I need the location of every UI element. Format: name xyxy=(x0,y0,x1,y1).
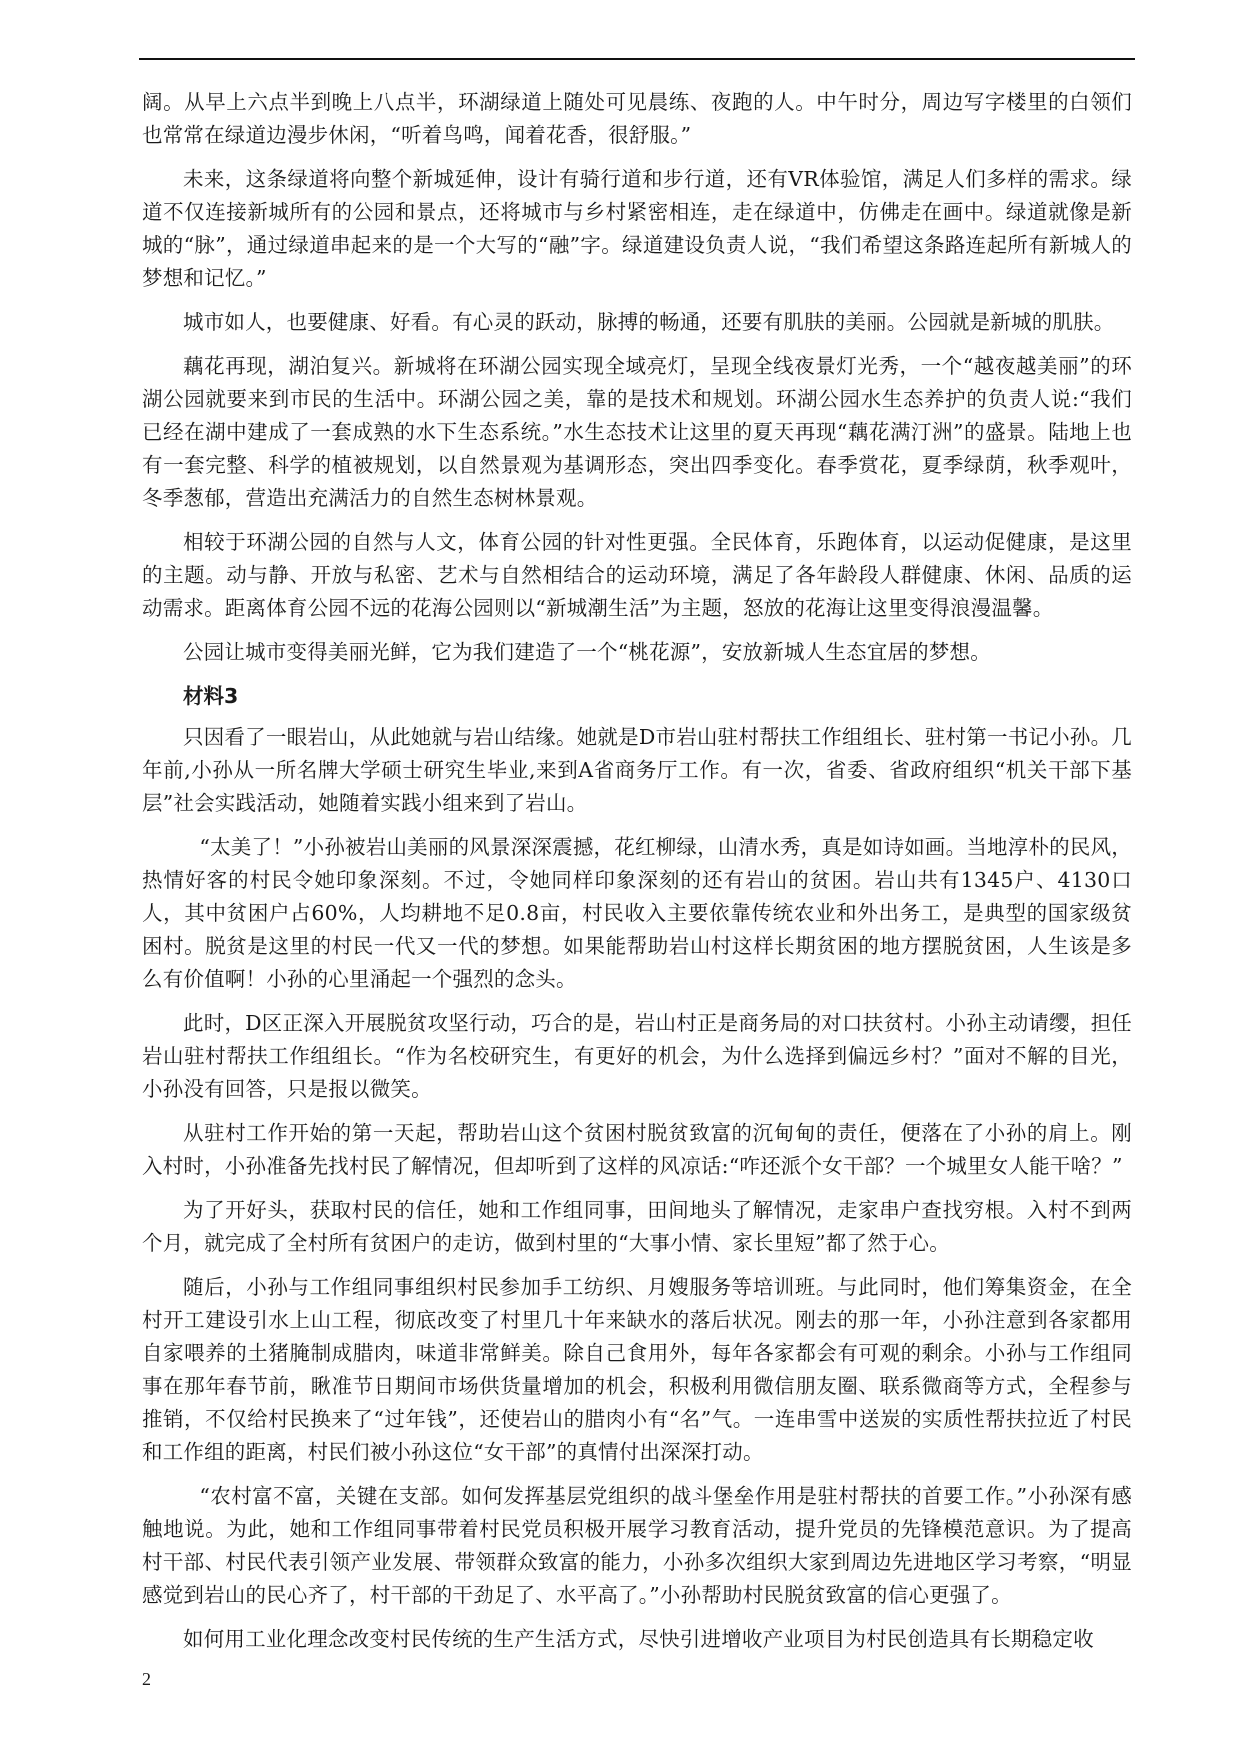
paragraph-2: 未来，这条绿道将向整个新城延伸，设计有骑行道和步行道，还有VR体验馆，满足人们多样的需求。绿道不仅连接新城所有的公园和景点，还将城市与乡村紧密相连，走在绿道中，仿佛走在画中。绿道就像是新城的“脉”，通过绿道串起来的是一个大写的“融”字。绿道建设负责人说，“我们希望这条路连起所有新城人的梦想和记忆。” xyxy=(142,167,1132,290)
material3-paragraph-8: 如何用工业化理念改变村民传统的生产生活方式，尽快引进增收产业项目为村民创造具有长期稳定收 xyxy=(183,1627,1094,1651)
paragraph-4: 藕花再现，湖泊复兴。新城将在环湖公园实现全域亮灯，呈现全线夜景灯光秀，一个“越夜越美丽”的环湖公园就要来到市民的生活中。环湖公园之美，靠的是技术和规划。环湖公园水生态养护的负责人说:“我们已经在湖中建成了一套成熟的水下生态系统。”水生态技术让这里的夏天再现“藕花满汀洲”的盛景。陆地上也有一套完整、科学的植被规划，以自然景观为基调形态，突出四季变化。春季赏花，夏季绿荫，秋季观叶，冬季葱郁，营造出充满活力的自然生态树林景观。 xyxy=(142,354,1132,510)
material3-paragraph-4: 从驻村工作开始的第一天起，帮助岩山这个贫困村脱贫致富的沉甸甸的责任，便落在了小孙的肩上。刚入村时，小孙准备先找村民了解情况，但却听到了这样的风凉话:“咋还派个女干部？一个城里女人能干啥？” xyxy=(142,1121,1132,1178)
paragraph-5: 相较于环湖公园的自然与人文，体育公园的针对性更强。全民体育，乐跑体育，以运动促健康，是这里的主题。动与静、开放与私密、艺术与自然相结合的运动环境，满足了各年龄段人群健康、休闲、品质的运动需求。距离体育公园不远的花海公园则以“新城潮生活”为主题，怒放的花海让这里变得浪漫温馨。 xyxy=(142,530,1132,620)
header-rule xyxy=(139,58,1135,60)
material3-paragraph-1: 只因看了一眼岩山，从此她就与岩山结缘。她就是D市岩山驻村帮扶工作组组长、驻村第一书记小孙。几年前,小孙从一所名牌大学硕士研究生毕业,来到A省商务厅工作。有一次，省委、省政府组织“机关干部下基层”社会实践活动，她随着实践小组来到了岩山。 xyxy=(142,725,1132,815)
material3-paragraph-5: 为了开好头，获取村民的信任，她和工作组同事，田间地头了解情况，走家串户查找穷根。入村不到两个月，就完成了全村所有贫困户的走访，做到村里的“大事小情、家长里短”都了然于心。 xyxy=(142,1198,1132,1255)
material3-paragraph-6: 随后，小孙与工作组同事组织村民参加手工纺织、月嫂服务等培训班。与此同时，他们筹集资金，在全村开工建设引水上山工程，彻底改变了村里几十年来缺水的落后状况。刚去的那一年，小孙注意到各家都用自家喂养的土猪腌制成腊肉，味道非常鲜美。除自己食用外，每年各家都会有可观的剩余。小孙与工作组同事在那年春节前，瞅准节日期间市场供货量增加的机会，积极利用微信朋友圈、联系微商等方式，全程参与推销，不仅给村民换来了“过年钱”，还使岩山的腊肉小有“名”气。一连串雪中送炭的实质性帮扶拉近了村民和工作组的距离，村民们被小孙这位“女干部”的真情付出深深打动。 xyxy=(142,1275,1132,1464)
paragraph-3: 城市如人，也要健康、好看。有心灵的跃动，脉搏的畅通，还要有肌肤的美丽。公园就是新城的肌肤。 xyxy=(183,310,1115,334)
paragraph-6: 公园让城市变得美丽光鲜，它为我们建造了一个“桃花源”，安放新城人生态宜居的梦想。 xyxy=(183,640,991,664)
section-heading: 材料3 xyxy=(183,684,239,708)
material3-paragraph-7: “农村富不富，关键在支部。如何发挥基层党组织的战斗堡垒作用是驻村帮扶的首要工作。”小孙深有感触地说。为此，她和工作组同事带着村民党员积极开展学习教育活动，提升党员的先锋模范意识。为了提高村干部、村民代表引领产业发展、带领群众致富的能力，小孙多次组织大家到周边先进地区学习考察，“明显感觉到岩山的民心齐了，村干部的干劲足了、水平高了。”小孙帮助村民脱贫致富的信心更强了。 xyxy=(142,1484,1132,1607)
material3-paragraph-3: 此时，D区正深入开展脱贫攻坚行动，巧合的是，岩山村正是商务局的对口扶贫村。小孙主动请缨，担任岩山驻村帮扶工作组组长。“作为名校研究生，有更好的机会，为什么选择到偏远乡村？”面对不解的目光，小孙没有回答，只是报以微笑。 xyxy=(142,1011,1132,1101)
paragraph-1: 阔。从早上六点半到晚上八点半，环湖绿道上随处可见晨练、夜跑的人。中午时分，周边写字楼里的白领们也常常在绿道边漫步休闲，“听着鸟鸣，闻着花香，很舒服。” xyxy=(142,90,1132,147)
document-body xyxy=(142,86,1132,1667)
material3-paragraph-2: “太美了！”小孙被岩山美丽的风景深深震撼，花红柳绿，山清水秀，真是如诗如画。当地淳朴的民风，热情好客的村民令她印象深刻。不过，令她同样印象深刻的还有岩山的贫困。岩山共有1345户、4130口人，其中贫困户占60%，人均耕地不足0.8亩，村民收入主要依靠传统农业和外出务工，是典型的国家级贫困村。脱贫是这里的村民一代又一代的梦想。如果能帮助岩山村这样长期贫困的地方摆脱贫困，人生该是多么有价值啊！小孙的心里涌起一个强烈的念头。 xyxy=(142,835,1132,991)
page-number: 2 xyxy=(142,1669,151,1689)
